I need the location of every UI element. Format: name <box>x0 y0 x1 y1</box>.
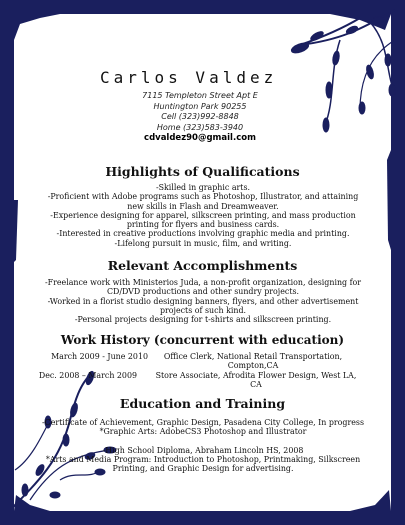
education-line: Printing, and Graphic Design for advertising. <box>112 464 294 474</box>
highlight-line: -Lifelong pursuit in music, film, and writing. <box>114 238 292 248</box>
job-dates: Dec. 2008 – March 2009 <box>38 371 137 380</box>
education-list <box>28 418 378 474</box>
education-line: -Certificate of Achievement, Graphic Design, Pasadena City College, In progress <box>41 418 365 427</box>
accomplishments-list <box>28 278 378 324</box>
job-role-line: CA <box>250 380 262 390</box>
city-zip: Huntington Park 90255 <box>153 101 247 111</box>
highlights-list <box>28 183 378 248</box>
highlight-line: new skills in Flash and Dreamweaver. <box>127 201 279 211</box>
education-line: -High School Diploma, Abraham Lincoln HS, 2008 <box>102 445 304 455</box>
contact-block <box>125 91 275 144</box>
accomplishment-line: -Freelance work with Ministerios Juda, a non-profit organization, designing for <box>44 278 362 287</box>
education-line: *Graphic Arts: AdobeCS3 Photoshop and Illustrator <box>99 427 307 437</box>
highlight-line: -Interested in creative productions involving graphic media and printing. <box>56 229 350 239</box>
job-role-line: Compton,CA <box>227 361 279 371</box>
highlight-line: -Experience designing for apparel, silkscreen printing, and mass production <box>50 210 356 220</box>
candidate-name: Carlos Valdez <box>100 68 278 87</box>
job-role <box>152 371 360 390</box>
education-spacer <box>28 437 378 446</box>
email-address: cdvaldez90@gmail.com <box>144 133 256 143</box>
section-title-highlights: Highlights of Qualifications <box>105 164 300 179</box>
job-role-line: Store Associate, Afrodita Flower Design, West LA, <box>155 371 357 380</box>
section-title-education: Education and Training <box>119 396 286 411</box>
highlight-line: printing for flyers and business cards. <box>126 220 280 230</box>
accomplishment-line: -Personal projects designing for t-shirts and silkscreen printing. <box>74 315 332 325</box>
highlight-line: -Proficient with Adobe programs such as Photoshop, Illustrator, and attaining <box>47 192 359 202</box>
street-address: 7115 Templeton Street Apt E <box>142 91 258 100</box>
highlight-line: -Skilled in graphic arts. <box>155 183 251 192</box>
job-role-line: Office Clerk, National Retail Transportation, <box>163 352 343 361</box>
accomplishment-line: CD/DVD productions and other sundry projects. <box>106 287 300 297</box>
accomplishment-line: -Worked in a florist studio designing banners, flyers, and other advertisement <box>47 296 359 306</box>
education-line: *Arts and Media Program: Introduction to Photoshop, Printmaking, Silkscreen <box>45 455 361 465</box>
section-title-work: Work History (concurrent with education) <box>60 333 345 347</box>
cell-phone: Cell (323)992-8848 <box>161 112 239 121</box>
home-phone: Home (323)583-3940 <box>156 122 244 132</box>
accomplishment-line: projects of such kind. <box>159 305 247 315</box>
job-dates: March 2009 - June 2010 <box>51 352 148 361</box>
job-role <box>163 352 343 371</box>
section-title-accomplishments: Relevant Accomplishments <box>107 258 298 273</box>
